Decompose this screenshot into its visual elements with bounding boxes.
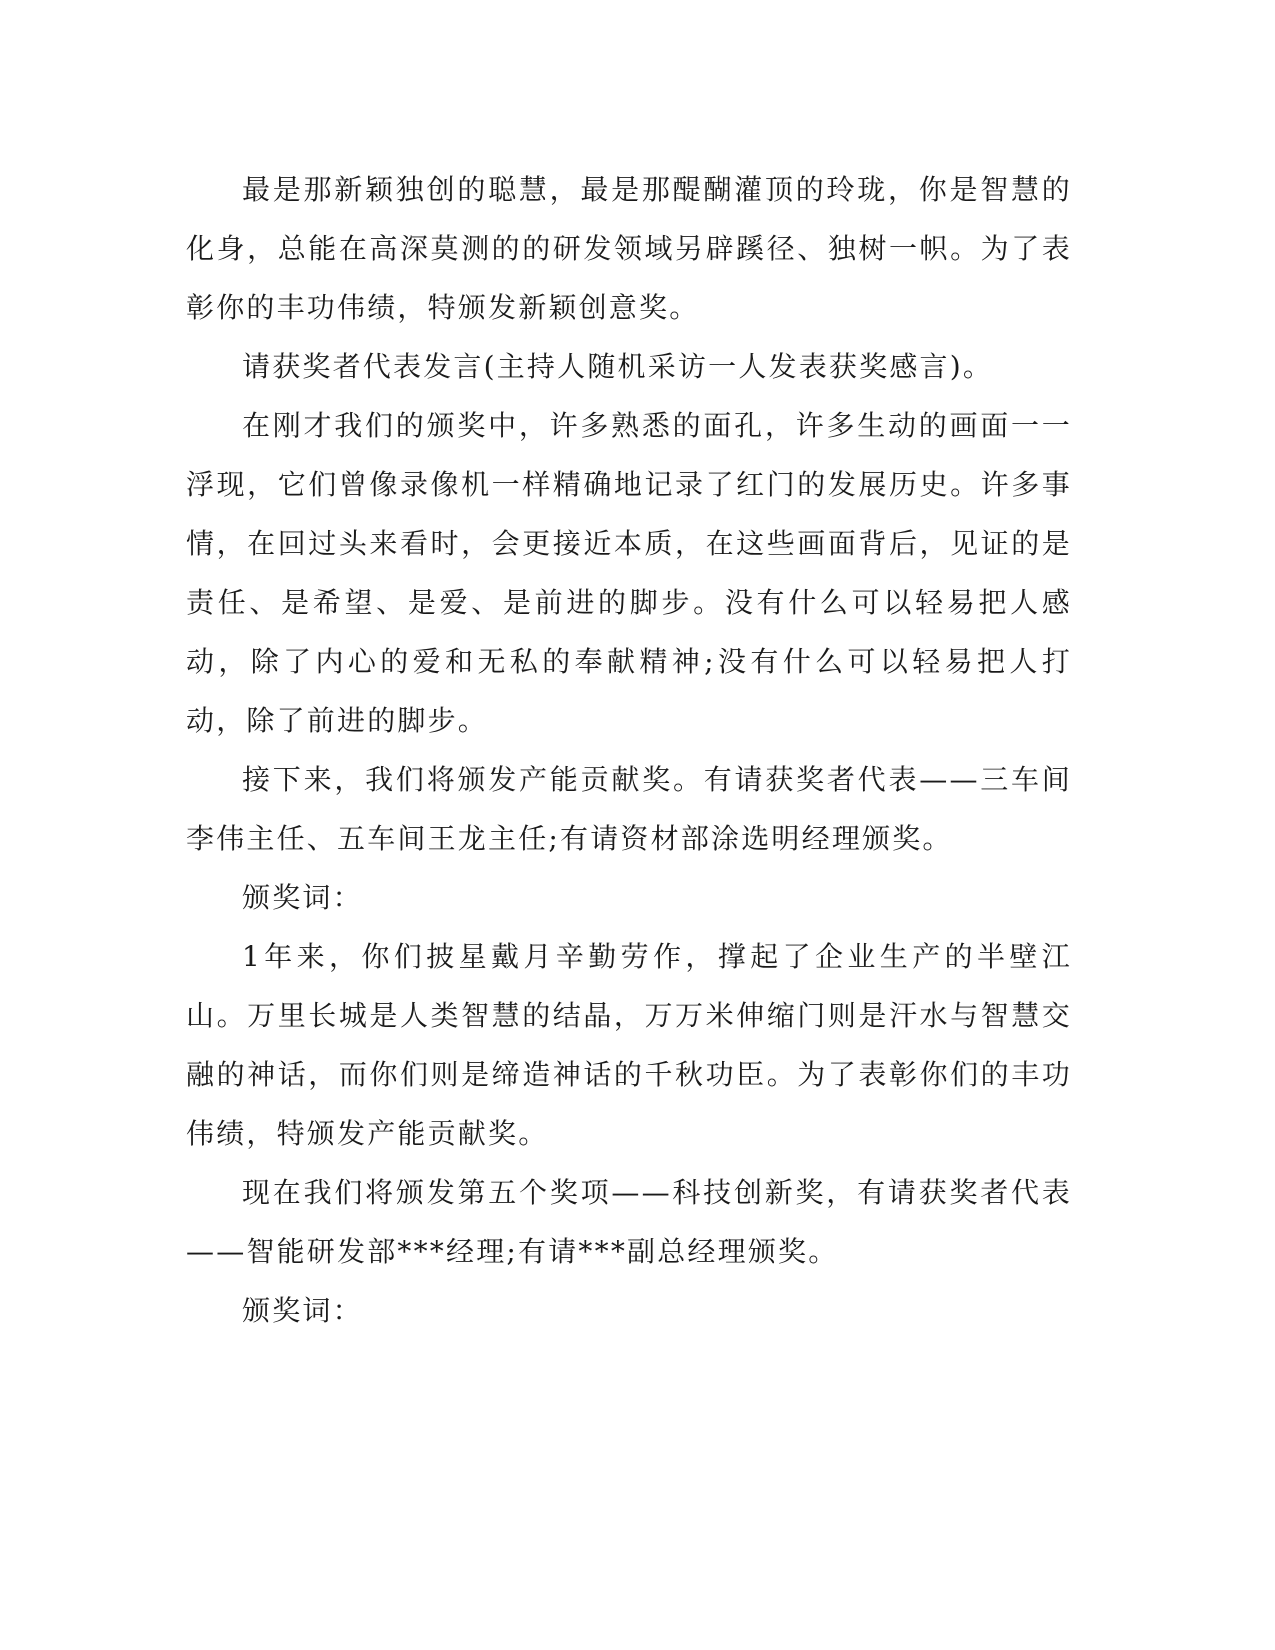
paragraph-winner-speech: 请获奖者代表发言(主持人随机采访一人发表获奖感言)。 — [242, 350, 994, 383]
paragraph-award-citation-innovation: 最是那新颖独创的聪慧，最是那醍醐灌顶的玲珑，你是智慧的化身，总能在高深莫测的的研发领域另辟蹊径、独树一帜。为了表彰你的丰功伟绩，特颁发新颖创意奖。 — [186, 173, 1072, 324]
document-body — [186, 160, 1072, 1340]
paragraph-citation-heading-2: 颁奖词： — [242, 1294, 363, 1327]
paragraph-capacity-award-intro: 接下来，我们将颁发产能贡献奖。有请获奖者代表——三车间李伟主任、五车间王龙主任;有请资材部涂选明经理颁奖。 — [186, 763, 1072, 855]
paragraph-citation-heading: 颁奖词： — [242, 881, 363, 914]
paragraph-reflection: 在刚才我们的颁奖中，许多熟悉的面孔，许多生动的画面一一浮现，它们曾像录像机一样精确地记录了红门的发展历史。许多事情，在回过头来看时，会更接近本质，在这些画面背后，见证的是责任、是希望、是爱、是前进的脚步。没有什么可以轻易把人感动，除了内心的爱和无私的奉献精神;没有什么可以轻易把人打动，除了前进的脚步。 — [186, 409, 1072, 737]
paragraph-capacity-award-citation: 1年来，你们披星戴月辛勤劳作，撑起了企业生产的半壁江山。万里长城是人类智慧的结晶，万万米伸缩门则是汗水与智慧交融的神话，而你们则是缔造神话的千秋功臣。为了表彰你们的丰功伟绩，特颁发产能贡献奖。 — [186, 940, 1072, 1150]
paragraph-tech-award-intro: 现在我们将颁发第五个奖项——科技创新奖，有请获奖者代表——智能研发部***经理;有请***副总经理颁奖。 — [186, 1176, 1072, 1268]
